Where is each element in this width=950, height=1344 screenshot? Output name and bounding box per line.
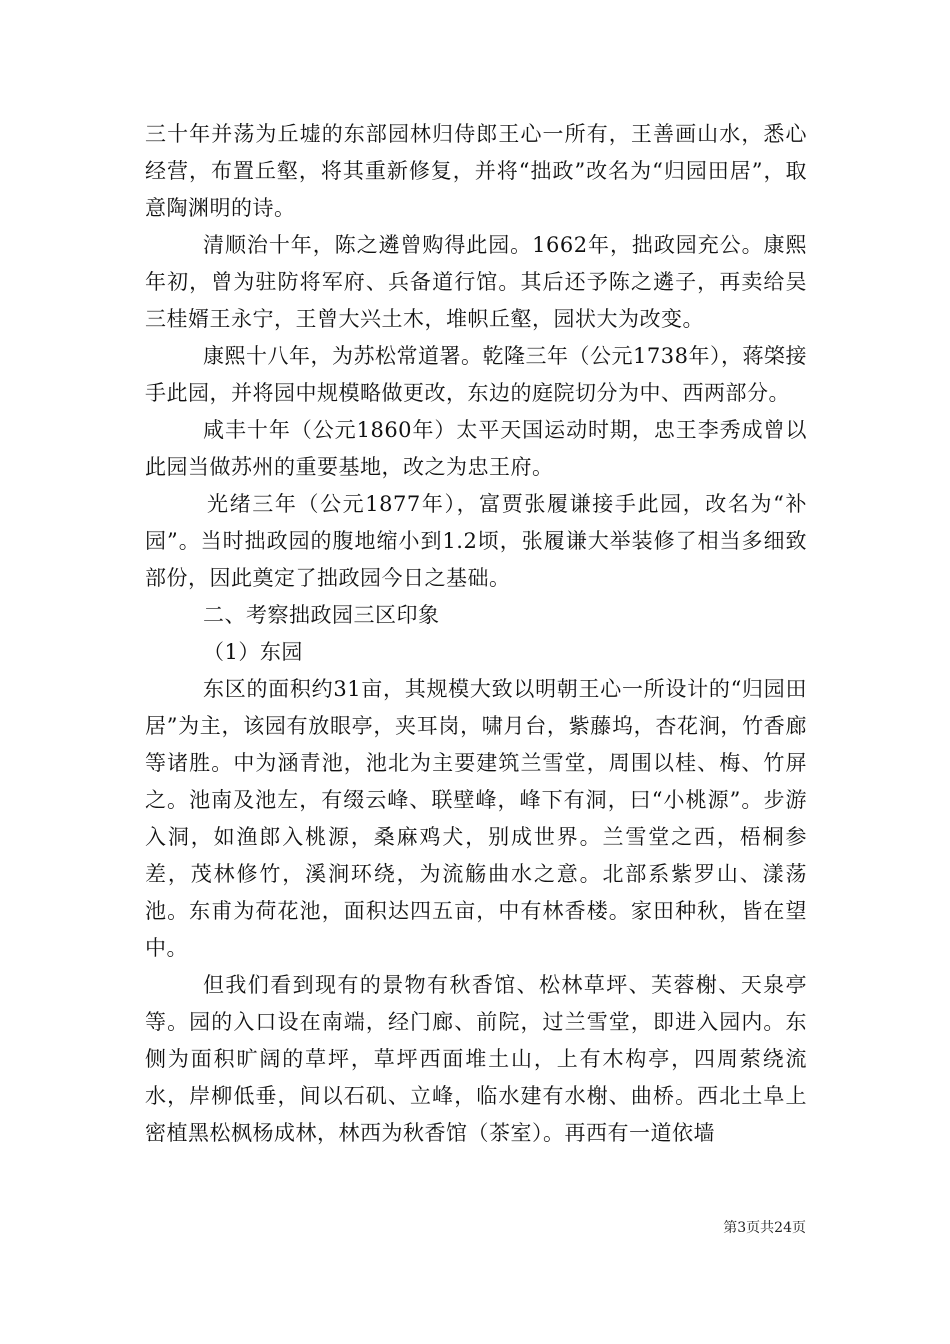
paragraph-shunzhi: 清顺治十年，陈之遴曾购得此园。1662年，拙政园充公。康熙年初，曾为驻防将军府、兵备道行馆。其后还予陈之遴子，再卖给吴三桂婿王永宁，王曾大兴土木，堆帜丘壑，园状大为改变。 <box>145 233 807 331</box>
subsection-heading: （1）东园 <box>203 640 303 664</box>
paragraph-current-scenery: 但我们看到现有的景物有秋香馆、松林草坪、芙蓉榭、天泉亭等。园的入口设在南端，经门廊、前院，过兰雪堂，即进入园内。东侧为面积旷阔的草坪，草坪西面堆土山，上有木构亭，四周萦绕流水，岸柳低垂，间以石矶、立峰，临水建有水榭、曲桥。西北土阜上密植黑松枫杨成林，林西为秋香馆（茶室）。再西有一道依墙 <box>145 973 807 1145</box>
paragraph-guangxu: 光绪三年（公元1877年），富贾张履谦接手此园，改名为“补园”。当时拙政园的腹地缩小到1.2顷，张履谦大举装修了相当多细致部份，因此奠定了拙政园今日之基础。 <box>145 492 807 590</box>
section-heading: 二、考察拙政园三区印象 <box>203 603 440 627</box>
paragraph-xianfeng: 咸丰十年（公元1860年）太平天国运动时期，忠王李秀成曾以此园当做苏州的重要基地，改之为忠王府。 <box>145 418 807 479</box>
paragraph-continuation: 三十年并荡为丘墟的东部园林归侍郎王心一所有，王善画山水，悉心经营，布置丘壑，将其重新修复，并将“拙政”改名为“归园田居”，取意陶渊明的诗。 <box>145 122 807 220</box>
document-body <box>145 116 807 1152</box>
paragraph-east-garden: 东区的面积约31亩，其规模大致以明朝王心一所设计的“归园田居”为主，该园有放眼亭，夹耳岗，啸月台，紫藤坞，杏花涧，竹香廊等诸胜。中为涵青池，池北为主要建筑兰雪堂，周围以桂、梅、竹屏之。池南及池左，有缀云峰、联壁峰，峰下有洞，曰“小桃源”。步游入洞，如渔郎入桃源，桑麻鸡犬，别成世界。兰雪堂之西，梧桐参差，茂林修竹，溪涧环绕，为流觞曲水之意。北部系紫罗山、漾荡池。东甫为荷花池，面积达四五亩，中有林香楼。家田种秋，皆在望中。 <box>145 677 807 960</box>
paragraph-kangxi: 康熙十八年，为苏松常道署。乾隆三年（公元1738年），蒋棨接手此园，并将园中规模略做更改，东边的庭院切分为中、西两部分。 <box>145 344 807 405</box>
page-footer: 第3页共24页 <box>723 1220 806 1236</box>
